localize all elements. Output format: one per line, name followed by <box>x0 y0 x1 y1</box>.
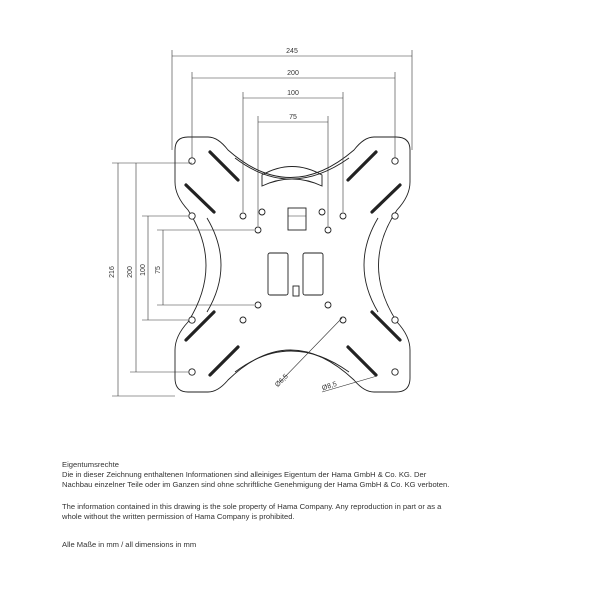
center-slot-left <box>268 253 288 295</box>
notes-heading: Eigentumsrechte <box>62 460 119 469</box>
dim-label-left-1: 216 <box>109 266 116 278</box>
dim-label-top-2: 200 <box>287 70 299 77</box>
notes-german-line-2: Nachbau einzelner Teile oder im Ganzen sind ohne schriftliche Genehmigung der Hama GmbH & Co. KG verboten. <box>62 480 450 489</box>
dim-label-hole-2: Ø8,5 <box>321 380 338 393</box>
center-slot-right <box>303 253 323 295</box>
dim-label-top-4: 75 <box>289 114 297 121</box>
top-arc-detail <box>235 158 349 179</box>
notes-german-line-1: Die in dieser Zeichnung enthaltenen Informationen sind alleiniges Eigentum der Hama GmbH & Co. KG. Der <box>62 470 427 479</box>
center-small-slot <box>293 286 299 296</box>
inner-contour <box>207 218 221 312</box>
dim-label-left-3: 100 <box>140 264 147 276</box>
dim-label-left-4: 75 <box>155 266 162 274</box>
notes-block <box>62 460 562 550</box>
notes-english-line-2: whole without the written permission of Hama Company is prohibited. <box>62 512 295 521</box>
units-note: Alle Maße in mm / all dimensions in mm <box>62 540 197 549</box>
mount-block <box>288 208 306 230</box>
dim-label-left-2: 200 <box>127 266 134 278</box>
notes-english-line-1: The information contained in this drawing is the sole property of Hama Company. Any reproduction in part or as a <box>62 502 442 511</box>
dim-label-top-3: 100 <box>287 90 299 97</box>
hole-callout-lines <box>280 318 377 392</box>
dim-label-hole-1: Ø6,5 <box>274 373 290 389</box>
dim-label-top-1: 245 <box>286 48 298 55</box>
mounting-holes <box>189 158 398 375</box>
mounting-slots <box>186 152 400 375</box>
bracket-plate-outline <box>175 137 410 392</box>
bottom-arc-detail <box>235 351 349 372</box>
inner-contour <box>364 218 378 312</box>
vertical-dimensions <box>112 163 254 396</box>
